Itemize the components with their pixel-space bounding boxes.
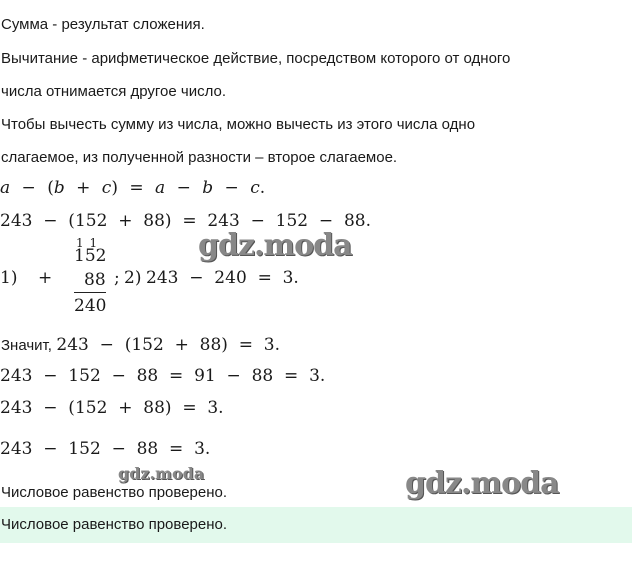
conclusion-expression: 243 − (152 + 88) = 3. — [56, 335, 280, 355]
text-line-subtraction-definition: Вычитание - арифметическое действие, посредством которого от одного — [1, 50, 511, 67]
step-two-label: 2) — [124, 268, 142, 288]
conclusion-label: Значит, — [1, 337, 52, 354]
text-line-sum-definition: Сумма - результат сложения. — [1, 16, 205, 33]
expression-expanded: 243 − (152 + 88) = 243 − 152 − 88. — [0, 211, 372, 231]
plus-sign: + — [38, 268, 53, 288]
carry-digits: 1 1 — [76, 236, 99, 250]
column-top-number: 152 — [74, 246, 107, 266]
column-bottom-number: 88 — [84, 270, 106, 290]
conclusion-line — [1, 335, 280, 355]
watermark-gdz-moda-right: gdz.moda — [405, 466, 559, 501]
answer-text: Числовое равенство проверено. — [1, 516, 228, 533]
general-formula: a − (b + c) = a − b − c. — [0, 178, 266, 198]
step-one-label: 1) — [0, 268, 18, 288]
answer-box — [0, 507, 632, 543]
expression-evaluation: 243 − 152 − 88 = 91 − 88 = 3. — [0, 366, 326, 386]
step-separator: ; — [114, 268, 120, 288]
text-line-rule-cont: слагаемое, из полученной разности – второе слагаемое. — [1, 149, 398, 166]
expression-result-one: 243 − (152 + 88) = 3. — [0, 398, 224, 418]
text-line-subtraction-definition-cont: числа отнимается другое число. — [1, 83, 227, 100]
column-result: 240 — [74, 296, 107, 316]
text-line-rule: Чтобы вычесть сумму из числа, можно вычесть из этого числа одно — [1, 116, 476, 133]
column-sum-line — [74, 292, 106, 293]
step-two-expression: 243 − 240 = 3. — [146, 268, 299, 288]
watermark-gdz-moda-small: gdz.moda — [118, 464, 205, 483]
expression-result-two: 243 − 152 − 88 = 3. — [0, 439, 211, 459]
watermark-gdz-moda-center: gdz.moda — [198, 228, 352, 263]
verified-statement: Числовое равенство проверено. — [1, 484, 228, 501]
